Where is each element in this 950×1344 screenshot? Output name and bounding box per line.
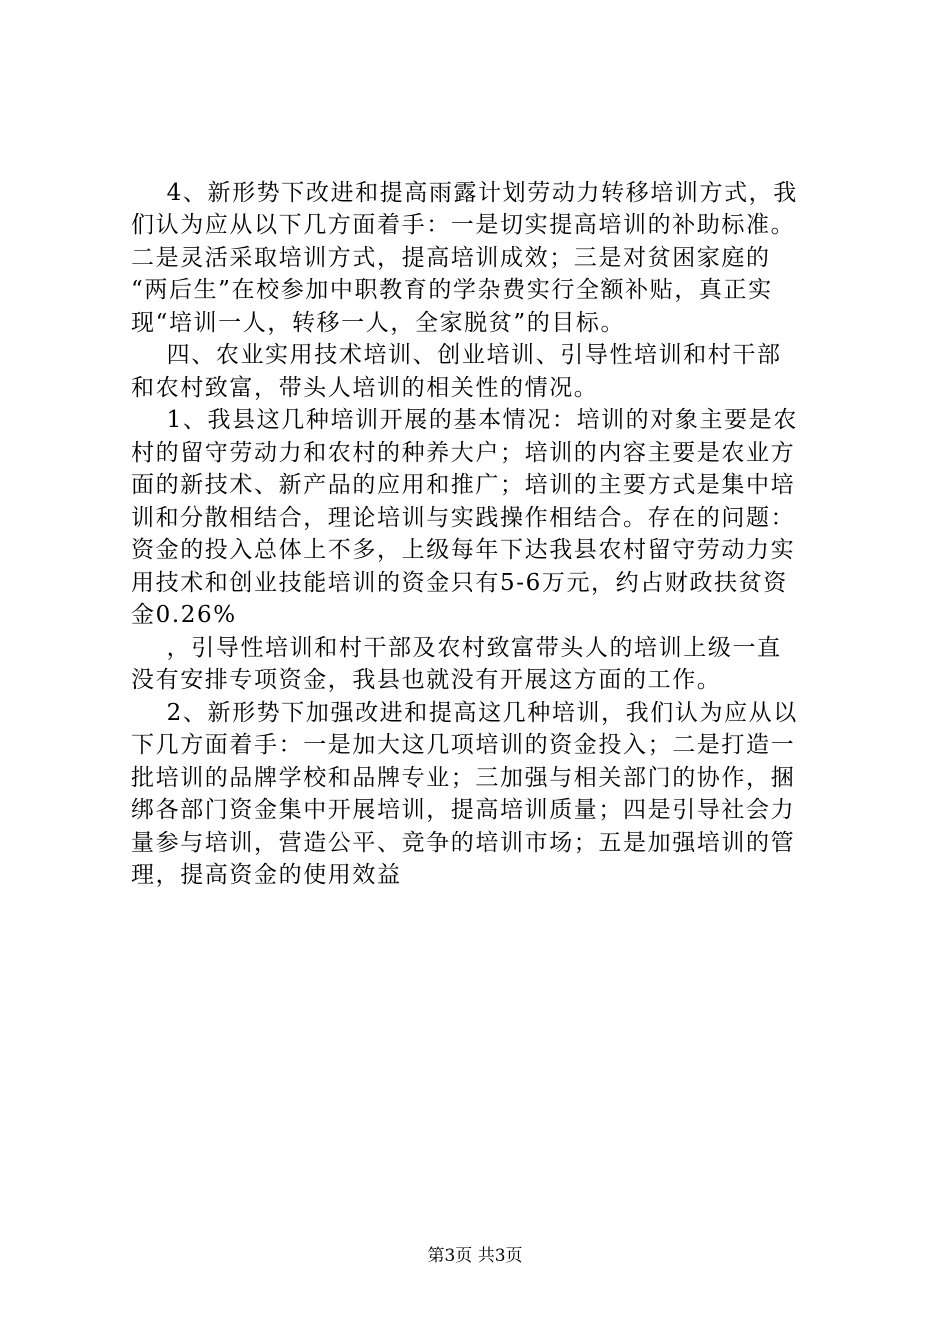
body-line: 批培训的品牌学校和品牌专业；三加强与相关部门的协作，捆	[131, 765, 796, 791]
body-line: 现“培训一人，转移一人，全家脱贫”的目标。	[131, 310, 626, 336]
body-line: 金0.26%	[131, 602, 237, 628]
body-line: 1、我县这几种培训开展的基本情况：培训的对象主要是农	[131, 407, 798, 433]
body-line: 四、农业实用技术培训、创业培训、引导性培训和村干部	[131, 342, 782, 368]
body-line: 量参与培训，营造公平、竞争的培训市场；五是加强培训的管	[131, 830, 796, 856]
body-line: 4、新形势下改进和提高雨露计划劳动力转移培训方式，我	[131, 180, 798, 206]
body-line: 用技术和创业技能培训的资金只有5-6万元，约占财政扶贫资	[131, 570, 788, 596]
body-line: 没有安排专项资金，我县也就没有开展这方面的工作。	[131, 667, 722, 693]
page-footer: 第3页 共3页	[427, 1246, 523, 1266]
body-line: 训和分散相结合，理论培训与实践操作相结合。存在的问题：	[131, 505, 796, 531]
body-line: 下几方面着手：一是加大这几项培训的资金投入；二是打造一	[131, 732, 796, 758]
body-line: 二是灵活采取培训方式，提高培训成效；三是对贫困家庭的	[131, 245, 771, 271]
body-line: 绑各部门资金集中开展培训，提高培训质量；四是引导社会力	[131, 797, 796, 823]
body-line: 们认为应从以下几方面着手：一是切实提高培训的补助标准。	[131, 212, 796, 238]
body-line: ，引导性培训和村干部及农村致富带头人的培训上级一直	[131, 635, 782, 661]
body-line: 理，提高资金的使用效益	[131, 862, 402, 888]
body-line: 资金的投入总体上不多，上级每年下达我县农村留守劳动力实	[131, 537, 796, 563]
body-line: “两后生”在校参加中职教育的学杂费实行全额补贴，真正实	[131, 277, 773, 303]
body-line: 和农村致富，带头人培训的相关性的情况。	[131, 375, 599, 401]
body-line: 面的新技术、新产品的应用和推广；培训的主要方式是集中培	[131, 472, 796, 498]
body-line: 村的留守劳动力和农村的种养大户；培训的内容主要是农业方	[131, 440, 796, 466]
body-line: 2、新形势下加强改进和提高这几种培训，我们认为应从以	[131, 700, 798, 726]
